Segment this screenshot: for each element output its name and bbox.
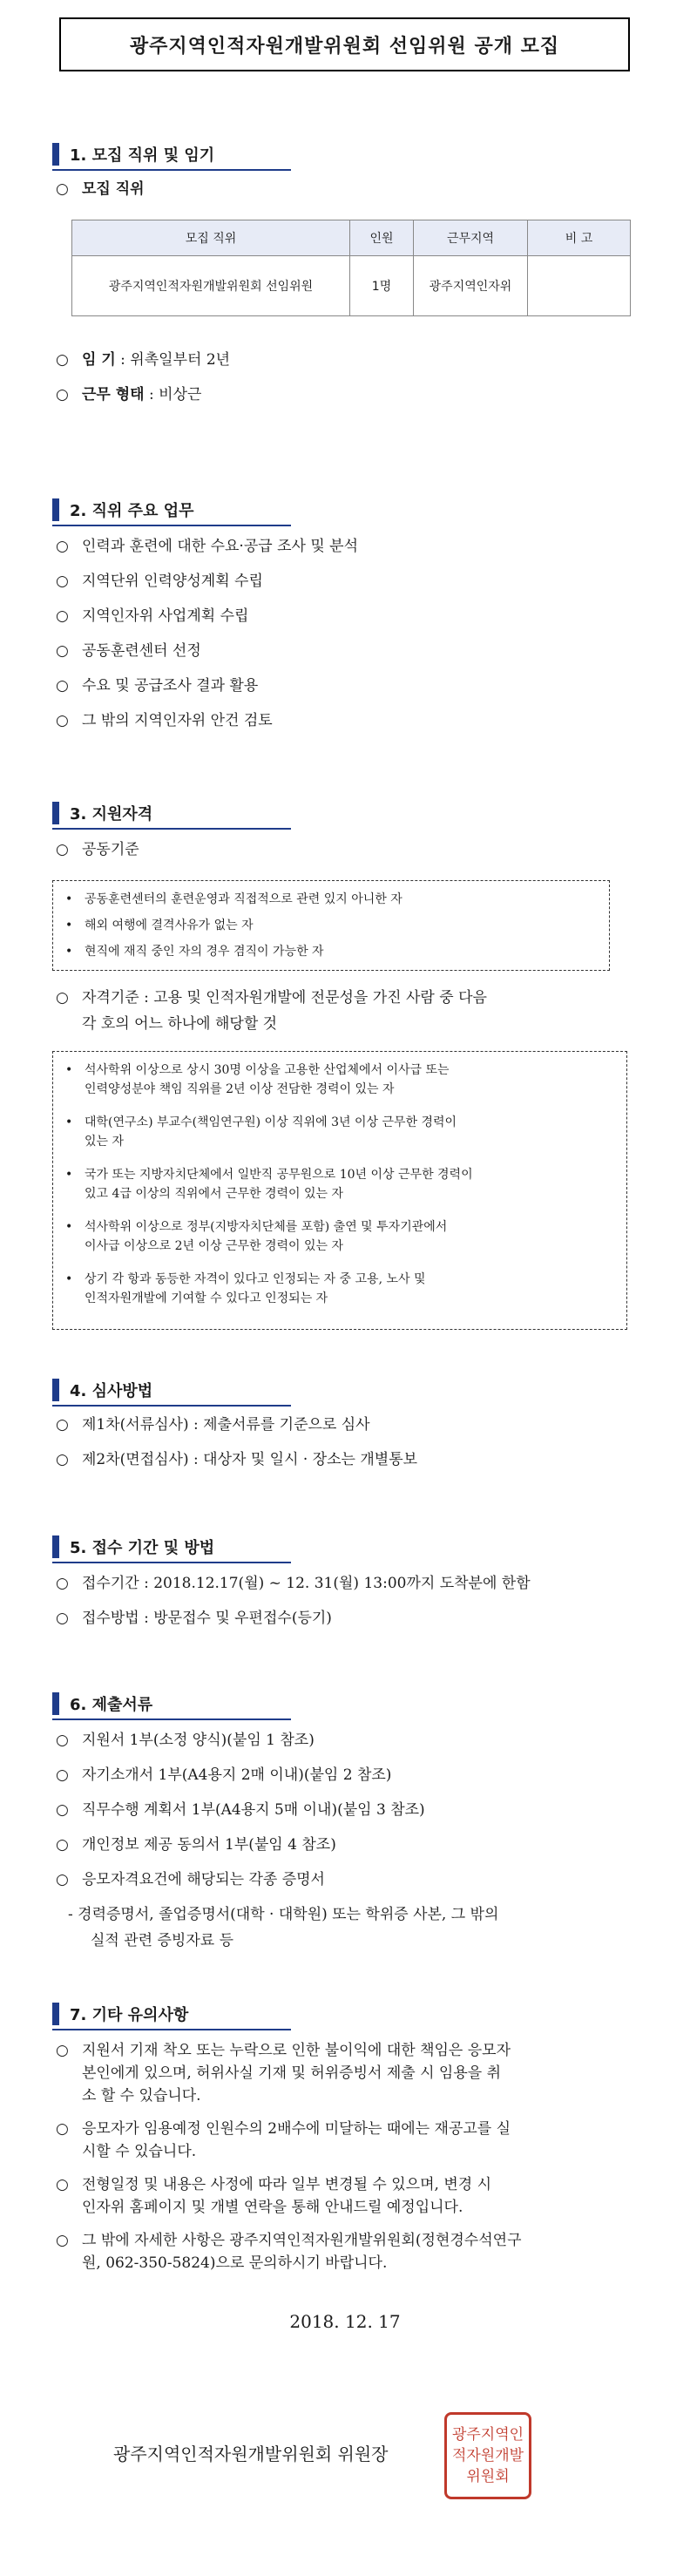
list-item [56,709,358,744]
dot-bullet-icon: • [65,1220,73,1234]
section-marker [52,1692,59,1715]
signature: 광주지역인적자원개발위원회 위원장 [113,2444,389,2464]
table-header: 근무지역 [414,220,528,256]
list-item-text: 응모자격요건에 해당되는 각종 증명서 [82,1871,325,1888]
list-item [56,1413,417,1448]
section-1-heading [52,141,291,167]
term-line [56,349,230,371]
list-item-text: 이사급 이상으로 2년 이상 근무한 경력이 있는 자 [85,1239,344,1253]
list-item-text: 접수방법 : 방문접수 및 우편접수(등기) [82,1610,332,1627]
duties-list [56,535,358,744]
section-3-heading [52,800,291,826]
circle-bullet-icon: ○ [56,386,69,403]
list-item-text: 현직에 재직 중인 자의 경우 겸직이 가능한 자 [85,945,324,959]
review-list [56,1413,417,1483]
work-type-line [56,383,201,406]
section-1-title: 1. 모집 직위 및 임기 [70,146,215,165]
list-item [65,942,324,961]
section-marker [52,802,59,824]
section-2-title: 2. 직위 주요 업무 [70,502,194,520]
list-item-text: 인적자원개발에 기여할 수 있다고 인정되는 자 [85,1291,328,1305]
list-item [56,570,358,605]
application-list [56,1572,531,1642]
dot-bullet-icon: • [65,892,73,906]
list-item-text: 지원서 1부(소정 양식)(붙임 1 참조) [82,1732,315,1749]
list-item [56,1834,425,1868]
section-7-heading [52,2001,291,2027]
section-4-title: 4. 심사방법 [70,1382,153,1400]
list-item [56,640,358,675]
section-underline [52,525,291,526]
section-7-title: 7. 기타 유의사항 [70,2006,189,2024]
list-item-text: 시할 수 있습니다. [82,2143,197,2160]
circle-bullet-icon: ○ [56,607,69,625]
circle-bullet-icon: ○ [56,1871,69,1888]
table-cell: 1명 [350,256,414,316]
list-item-text: 해외 여행에 결격사유가 없는 자 [85,919,254,932]
list-item-text: 공동훈련센터 선정 [82,642,201,660]
list-item-text: 국가 또는 지방자치단체에서 일반직 공무원으로 10년 이상 근무한 경력이 [85,1168,473,1182]
circle-bullet-icon: ○ [56,2042,69,2059]
list-item-text: 응모자가 임용예정 인원수의 2배수에 미달하는 때에는 재공고를 실 [82,2120,511,2138]
documents-sub-line-2: 실적 관련 증빙자료 등 [91,1932,234,1949]
circle-bullet-icon: ○ [56,180,69,198]
section-underline [52,169,291,171]
circle-bullet-icon: ○ [56,1801,69,1819]
list-item [56,1764,425,1799]
list-item-text: 개인정보 제공 동의서 1부(붙임 4 참조) [82,1836,336,1854]
official-seal [444,2412,531,2499]
section-6-title: 6. 제출서류 [70,1696,153,1714]
section-marker [52,1379,59,1401]
list-item [56,2118,522,2163]
section-6-heading [52,1691,291,1717]
table-cell: 광주지역인자위 [414,256,528,316]
list-item-text: 그 밖에 자세한 사항은 광주지역인적자원개발위원회(정현경수석연구 [82,2232,522,2249]
list-item [56,1448,417,1483]
section-marker [52,1535,59,1558]
circle-bullet-icon: ○ [56,2176,69,2193]
seal-text: 광주지역인적자원개발위원회 [451,2426,524,2485]
table-header: 인원 [350,220,414,256]
circle-bullet-icon: ○ [56,1836,69,1854]
dot-bullet-icon: • [65,1063,73,1077]
section-3-title: 3. 지원자격 [70,805,153,824]
section-underline [52,1562,291,1563]
list-item [56,1607,531,1642]
table-cell: 광주지역인적자원개발위원회 선임위원 [72,256,350,316]
sub-label: 공동기준 [82,841,139,858]
circle-bullet-icon: ○ [56,1732,69,1749]
list-item-text: 지역단위 인력양성계획 수립 [82,573,263,590]
list-item [56,605,358,640]
circle-bullet-icon: ○ [56,642,69,660]
common-criteria-box [52,880,610,971]
recruit-position-label [56,178,145,200]
list-item-text: 상기 각 항과 동등한 자격이 있다고 인정되는 자 중 고용, 노사 및 [85,1272,426,1286]
qualification-box [52,1051,627,1330]
term-label: 임 기 [82,351,116,369]
section-underline [52,1405,291,1407]
notes-list [56,2039,522,2274]
circle-bullet-icon: ○ [56,573,69,590]
circle-bullet-icon: ○ [56,1451,69,1468]
issue-date: 2018. 12. 17 [289,2311,401,2332]
qualification-line-2: 각 호의 어느 하나에 해당할 것 [82,1015,278,1033]
recruit-table [71,220,631,316]
list-item-text: 지원서 기재 착오 또는 누락으로 인한 불이익에 대한 책임은 응모자 [82,2042,511,2059]
list-item-text: 있는 자 [85,1135,125,1149]
section-underline [52,828,291,830]
list-item-text: 인자위 홈페이지 및 개별 연락을 통해 안내드릴 예정입니다. [82,2199,463,2216]
dot-bullet-icon: • [65,919,73,932]
list-item [56,1868,425,1903]
list-item [65,1113,457,1151]
section-5-heading [52,1534,291,1560]
list-item-text: 수요 및 공급조사 결과 활용 [82,677,259,695]
section-marker [52,143,59,166]
page-title: 광주지역인적자원개발위원회 선임위원 공개 모집 [59,17,630,71]
list-item-text: 자기소개서 1부(A4용지 2매 이내)(붙임 2 참조) [82,1766,392,1784]
list-item [65,1217,447,1256]
list-item [65,890,402,909]
table-header: 모집 직위 [72,220,350,256]
list-item-text: 본인에게 있으며, 허위사실 기재 및 허위증빙서 제출 시 임용을 취 [82,2064,502,2082]
list-item-text: 지역인자위 사업계획 수립 [82,607,249,625]
section-marker [52,2003,59,2025]
qualification-text: 자격기준 : 고용 및 인적자원개발에 전문성을 가진 사람 중 다음 [82,989,487,1007]
section-marker [52,498,59,521]
list-item-text: 제1차(서류심사) : 제출서류를 기준으로 심사 [82,1416,370,1434]
table-row [72,256,631,316]
dot-bullet-icon: • [65,1272,73,1286]
circle-bullet-icon: ○ [56,989,69,1007]
qualification-line [56,986,487,1009]
work-type-value: : 비상근 [149,386,202,403]
list-item-text: 있고 4급 이상의 직위에서 근무한 경력이 있는 자 [85,1187,344,1201]
list-item-text: 원, 062-350-5824)으로 문의하시기 바랍니다. [82,2254,388,2272]
list-item-text: 전형일정 및 내용은 사정에 따라 일부 변경될 수 있으며, 변경 시 [82,2176,491,2193]
section-underline [52,1718,291,1720]
list-item-text: 인력과 훈련에 대한 수요·공급 조사 및 분석 [82,538,359,555]
table-header: 비 고 [528,220,631,256]
circle-bullet-icon: ○ [56,538,69,555]
list-item [56,2229,522,2274]
section-underline [52,2029,291,2030]
dot-bullet-icon: • [65,1115,73,1129]
section-4-heading [52,1377,291,1403]
circle-bullet-icon: ○ [56,2120,69,2138]
list-item-text: 대학(연구소) 부교수(책임연구원) 이상 직위에 3년 이상 근무한 경력이 [85,1115,457,1129]
circle-bullet-icon: ○ [56,712,69,729]
list-item [56,535,358,570]
list-item [65,1061,450,1099]
list-item-text: 직무수행 계획서 1부(A4용지 5매 이내)(붙임 3 참조) [82,1801,425,1819]
work-type-label: 근무 형태 [82,386,145,403]
circle-bullet-icon: ○ [56,841,69,858]
sub-label: 모집 직위 [82,180,145,198]
list-item [65,1165,473,1203]
list-item [56,1572,531,1607]
dot-bullet-icon: • [65,1168,73,1182]
list-item-text: 공동훈련센터의 훈련운영과 직접적으로 관련 있지 아니한 자 [85,892,402,906]
circle-bullet-icon: ○ [56,677,69,695]
table-header-row [72,220,631,256]
circle-bullet-icon: ○ [56,1766,69,1784]
table-cell [528,256,631,316]
list-item [56,675,358,709]
circle-bullet-icon: ○ [56,1575,69,1592]
term-value: : 위촉일부터 2년 [120,351,231,369]
list-item-text: 석사학위 이상으로 정부(지방자치단체를 포함) 출연 및 투자기관에서 [85,1220,448,1234]
documents-sub-line: - 경력증명서, 졸업증명서(대학 · 대학원) 또는 학위증 사본, 그 밖의 [68,1906,499,1923]
common-criteria-label [56,838,139,861]
section-5-title: 5. 접수 기간 및 방법 [70,1539,215,1557]
list-item [56,1799,425,1834]
list-item [56,2039,522,2107]
list-item [56,1729,425,1764]
list-item-text: 석사학위 이상으로 상시 30명 이상을 고용한 산업체에서 이사급 또는 [85,1063,450,1077]
list-item-text: 접수기간 : 2018.12.17(월) ~ 12. 31(월) 13:00까지 도착분에 한함 [82,1575,531,1592]
circle-bullet-icon: ○ [56,1610,69,1627]
list-item [65,1270,426,1308]
list-item-text: 그 밖의 지역인자위 안건 검토 [82,712,273,729]
list-item [56,2173,522,2219]
documents-list [56,1729,425,1903]
list-item-text: 인력양성분야 책임 직위를 2년 이상 전담한 경력이 있는 자 [85,1082,395,1096]
list-item [65,916,254,935]
circle-bullet-icon: ○ [56,2232,69,2249]
list-item-text: 제2차(면접심사) : 대상자 및 일시 · 장소는 개별통보 [82,1451,418,1468]
dot-bullet-icon: • [65,945,73,959]
section-2-heading [52,497,291,523]
circle-bullet-icon: ○ [56,1416,69,1434]
circle-bullet-icon: ○ [56,351,69,369]
list-item-text: 소 할 수 있습니다. [82,2087,201,2105]
